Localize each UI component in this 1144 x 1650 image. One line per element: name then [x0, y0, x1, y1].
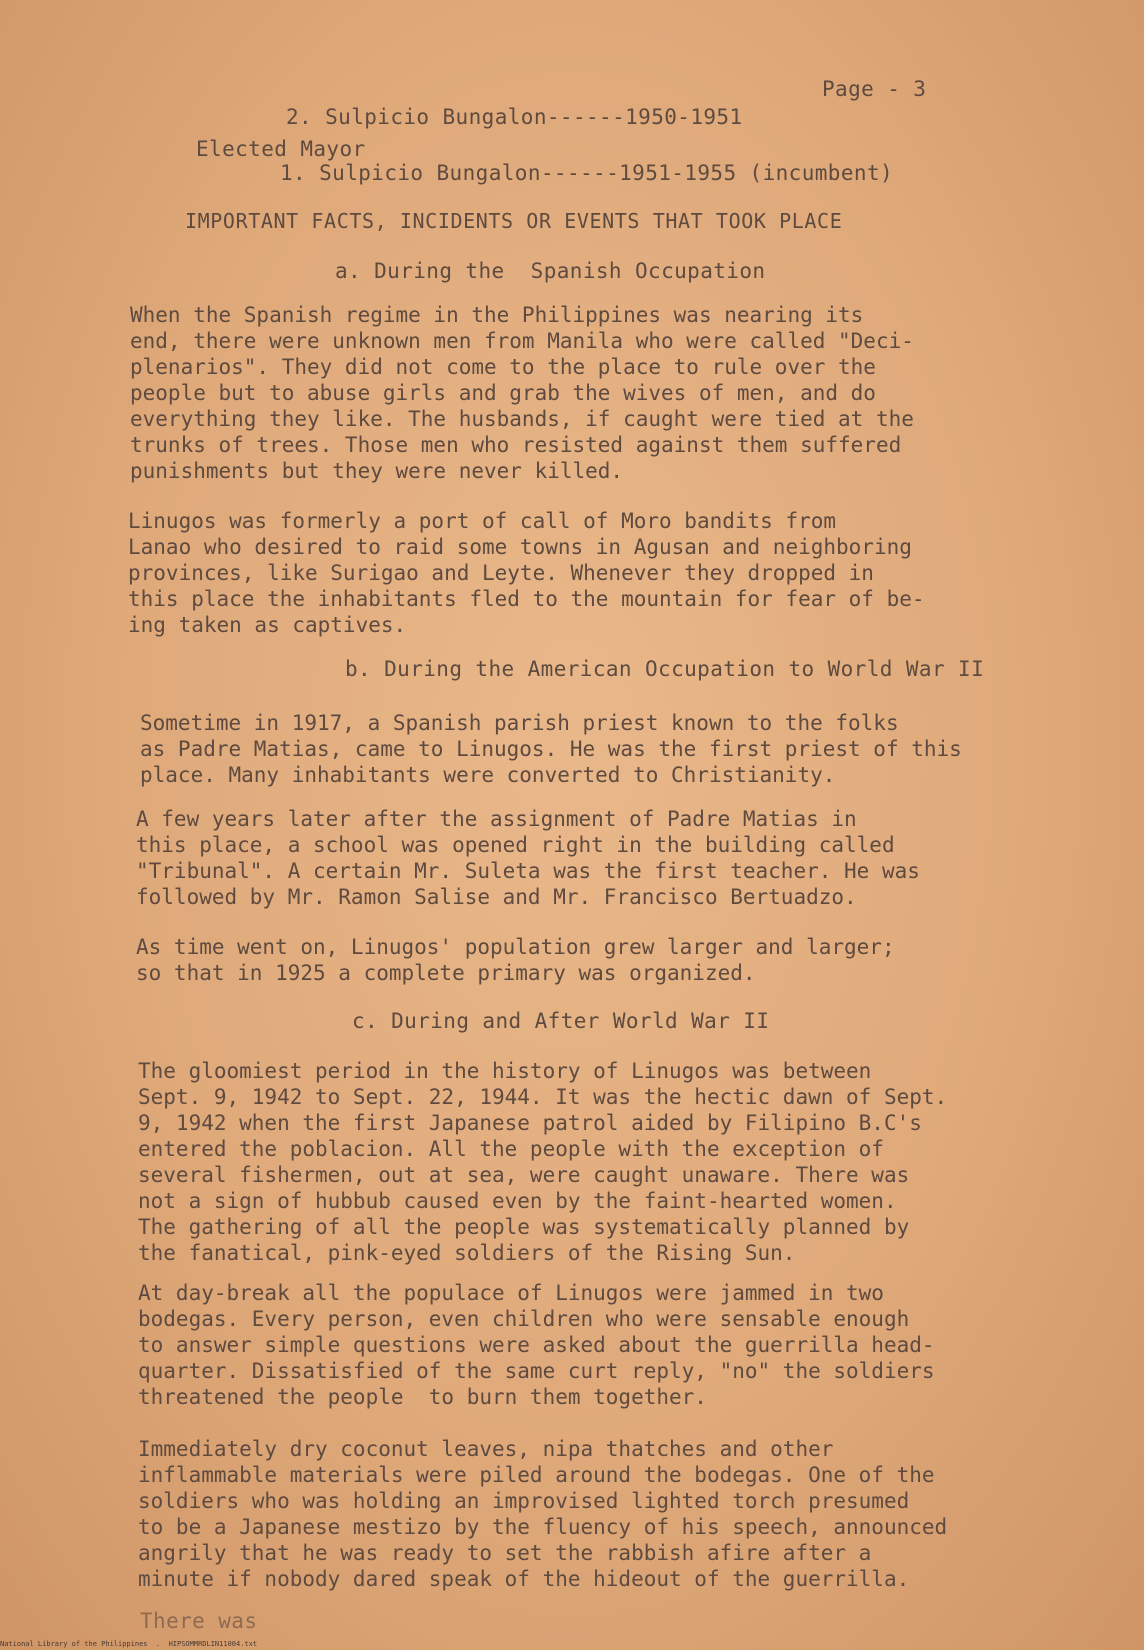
section-b-paragraph-2: A few years later after the assignment of Padre Matias in this place, a school was opened right in the building called "Tribunal". A certain Mr. Suleta was the first teacher. He was followed by Mr. Ramon Salise and Mr. Francisco Bertuadzo. — [136, 807, 920, 909]
section-c-paragraph-2: At day-break all the populace of Linugos were jammed in two bodegas. Every person, even children who were sensable enough to answer simple questions were asked about the guerrilla head- quarter. Dissatisfied of the same curt reply, "no" the soldiers threatened the people to burn them together. — [138, 1281, 935, 1409]
section-a-paragraph-1: When the Spanish regime in the Philippines was nearing its end, there were unknown men from Manila who were called "Deci- plenarios". They did not come to the place to rule over the people but to abuse girls and grab the wives of men, and do everything they like. The husbands, if caught were tied at the trunks of trees. Those men who resisted against them suffered punishments but they were never killed. — [130, 303, 914, 483]
section-c-paragraph-3: Immediately dry coconut leaves, nipa thatches and other inflammable materials were piled around the bodegas. One of the soldiers who was holding an improvised lighted torch presumed to be a Japanese mestizo by the fluency of his speech, announced angrily that he was ready to set the rabbish afire after a minute if nobody dared speak of the hideout of the guerrilla. — [138, 1437, 948, 1591]
header-line-3: 1. Sulpicio Bungalon------1951-1955 (incumbent) — [280, 161, 894, 185]
main-heading: IMPORTANT FACTS, INCIDENTS OR EVENTS THAT TOOK PLACE — [185, 209, 843, 233]
header-line-2: Elected Mayor — [196, 137, 366, 161]
section-c-continuation: There was — [140, 1609, 258, 1633]
section-b-title: b. During the American Occupation to World War II — [345, 657, 985, 681]
header-line-1: 2. Sulpicio Bungalon------1950-1951 — [286, 105, 743, 129]
section-b-paragraph-1: Sometime in 1917, a Spanish parish priest known to the folks as Padre Matias, came to Linugos. He was the first priest of this place. Many inhabitants were converted to Christianity. — [140, 711, 962, 787]
section-c-title: c. During and After World War II — [352, 1009, 770, 1033]
section-b-paragraph-3: As time went on, Linugos' population grew larger and larger; so that in 1925 a complete primary was organized. — [136, 935, 895, 985]
section-c-paragraph-1: The gloomiest period in the history of Linugos was between Sept. 9, 1942 to Sept. 22, 1944. It was the hectic dawn of Sept. 9, 1942 when the first Japanese patrol aided by Filipino B.C's entered the poblacion. All the people with the exception of several fishermen, out at sea, were caught unaware. There was not a sign of hubbub caused even by the faint-hearted women. The gathering of all the people was systematically planned by the fanatical, pink-eyed soldiers of the Rising Sun. — [138, 1059, 948, 1265]
section-a-paragraph-2: Linugos was formerly a port of call of Moro bandits from Lanao who desired to raid some towns in Agusan and neighboring provinces, like Surigao and Leyte. Whenever they dropped in this place the inhabitants fled to the mountain for fear of be- ing taken as captives. — [128, 509, 925, 637]
page-number: Page - 3 — [822, 77, 927, 101]
section-a-title: a. During the Spanish Occupation — [335, 259, 766, 283]
footer-source-line: National Library of the Philippines . HIPSOMMRDLIN11004.txt — [0, 1640, 258, 1648]
